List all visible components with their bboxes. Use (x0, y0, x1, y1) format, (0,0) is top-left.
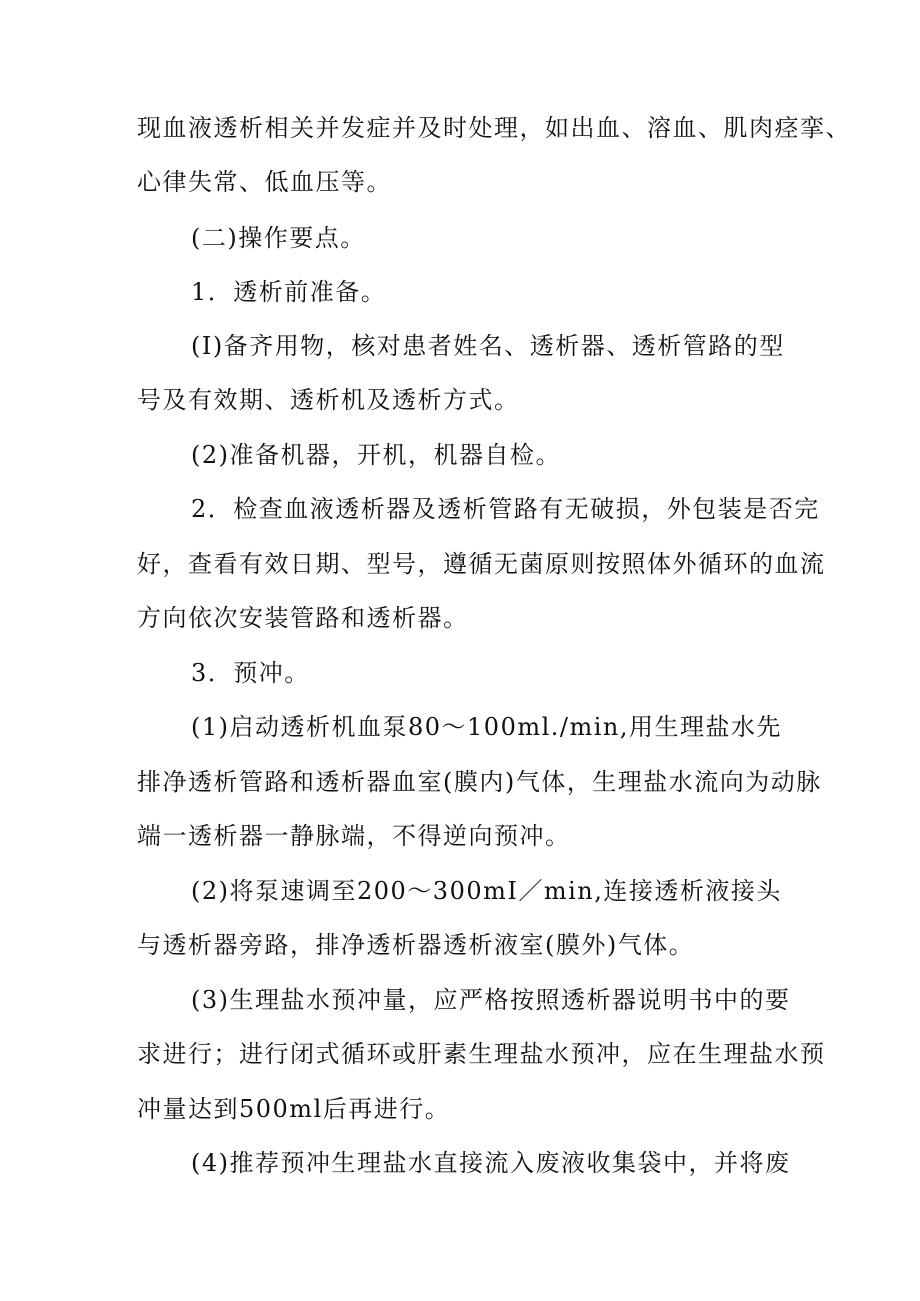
text-line: 排净透析管路和透析器血室(膜内)气体，生理盐水流向为动脉 (137, 768, 822, 796)
step-heading: 3．预冲。 (191, 659, 310, 687)
text-line: 现血液透析相关并发症并及时处理，如出血、溶血、肌肉痉挛、 (137, 114, 851, 142)
text-line: 求进行；进行闭式循环或肝素生理盐水预冲，应在生理盐水预 (137, 1040, 826, 1068)
text-line: (4)推荐预冲生理盐水直接流入废液收集袋中，并将废 (191, 1149, 791, 1177)
text-line: 号及有效期、透析机及透析方式。 (137, 386, 520, 414)
text-line: (2)将泵速调至200～300mI／min,连接透析液接头 (191, 877, 782, 905)
text-line: 方向依次安装管路和透析器。 (137, 604, 469, 632)
text-line: 好，查看有效日期、型号，遵循无菌原则按照体外循环的血流 (137, 550, 826, 578)
text-line: 冲量达到500ml后再进行。 (137, 1095, 451, 1123)
step-heading: 2．检查血液透析器及透析管路有无破损，外包装是否完 (191, 495, 820, 523)
text-line: (3)生理盐水预冲量，应严格按照透析器说明书中的要 (191, 986, 791, 1014)
text-line: (1)启动透析机血泵80～100ml./min,用生理盐水先 (191, 713, 783, 741)
text-line: (I)备齐用物，核对患者姓名、透析器、透析管路的型 (191, 332, 785, 360)
text-line: 与透析器旁路，排净透析器透析液室(膜外)气体。 (137, 931, 695, 959)
text-line: 心律失常、低血压等。 (137, 168, 392, 196)
text-line: 端一透析器一静脉端，不得逆向预冲。 (137, 822, 571, 850)
step-heading: 1．透析前准备。 (191, 278, 387, 306)
text-line: (2)准备机器，开机，机器自检。 (191, 441, 561, 469)
section-heading: (二)操作要点。 (191, 224, 366, 252)
